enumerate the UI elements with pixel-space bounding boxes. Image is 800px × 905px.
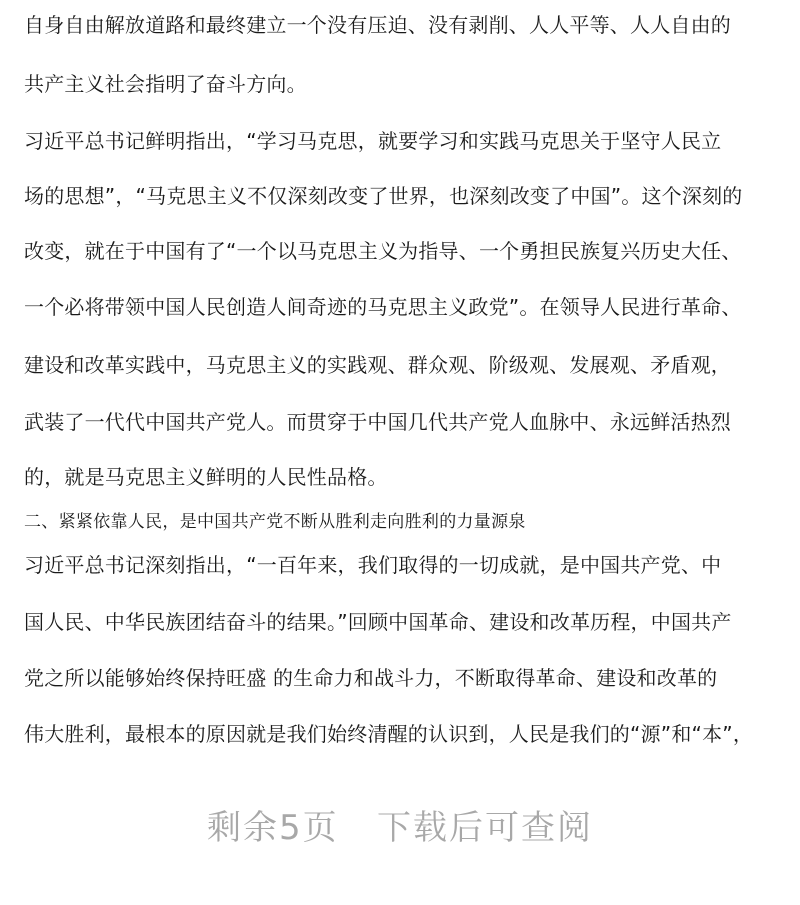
- section-heading: 二、紧紧依靠人民，是中国共产党不断从胜利走向胜利的力量源泉: [24, 512, 526, 532]
- paragraph-line: 武装了一代代中国共产党人。而贯穿于中国几代共产党人血脉中、永远鲜活热烈: [24, 410, 731, 434]
- download-prompt-text: 下载后可查阅: [377, 808, 594, 848]
- paragraph-line: 党之所以能够始终保持旺盛 的生命力和战斗力，不断取得革命、建设和改革的: [24, 666, 718, 690]
- paragraph-line: 改变，就在于中国有了“一个以马克思主义为指导、一个勇担民族复兴历史大任、: [24, 239, 742, 263]
- paragraph-line: 习近平总书记深刻指出，“一百年来，我们取得的一切成就，是中国共产党、中: [24, 553, 722, 577]
- paragraph-line: 一个必将带领中国人民创造人间奇迹的马克思主义政党”。在领导人民进行革命、: [24, 295, 742, 319]
- paragraph-line: 共产主义社会指明了奋斗方向。: [24, 72, 307, 96]
- paragraph-line: 国人民、中华民族团结奋斗的结果。”回顾中国革命、建设和改革历程，中国共产: [24, 610, 732, 634]
- paragraph-line: 的，就是马克思主义鲜明的人民性品格。: [24, 465, 388, 489]
- download-banner[interactable]: [0, 806, 800, 850]
- paragraph-line: 习近平总书记鲜明指出，“学习马克思，就要学习和实践马克思关于坚守人民立: [24, 129, 722, 153]
- paragraph-line: 场的思想”，“马克思主义不仅深刻改变了世界，也深刻改变了中国”。这个深刻的: [24, 184, 743, 208]
- paragraph-line: 建设和改革实践中，马克思主义的实践观、群众观、阶级观、发展观、矛盾观，: [24, 353, 731, 377]
- remaining-pages-text: 剩余5页: [206, 808, 339, 848]
- paragraph-line: 自身自由解放道路和最终建立一个没有压迫、没有剥削、人人平等、人人自由的: [24, 13, 731, 37]
- paragraph-line: 伟大胜利，最根本的原因就是我们始终清醒的认识到，人民是我们的“源”和“本”，: [24, 722, 754, 746]
